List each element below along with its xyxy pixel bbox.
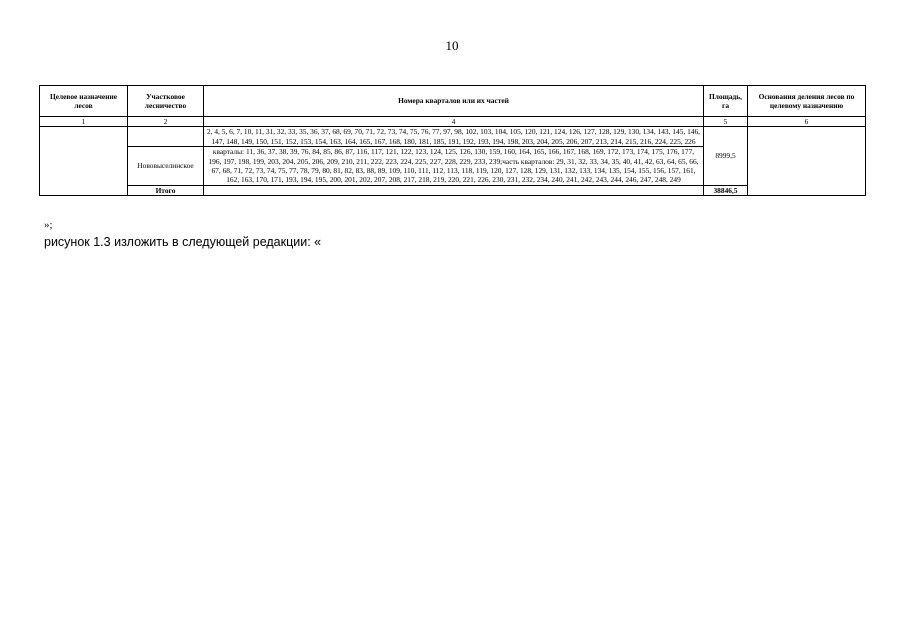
quarters-cell: кварталы: 11, 36, 37, 38, 39, 76, 84, 85, 86, 87, 116, 117, 121, 122, 123, 124, 125, 126, 130, 159, 160, 164, 165, 166, 167, 168, 169, 172, 173, 174, 175, 176, 177, 196, 197, 198, 199, 203, 204, 205, 206, 209, 210, 211, 222, 223, 224, 225, 227, 228, 229, 233, 239;часть кварталов: 29, 31, 32, 33, 34, 35, 40, 41, 42, 63, 64, 65, 66, 67, 68, 71, 72, 73, 74, 75, 77, 78, 79, 80, 81, 82, 83, 88, 89, 109, 110, 111, 112, 113, 118, 119, 120, 127, 128, 129, 131, 132, 133, 134, 135, 154, 155, 156, 157, 161, 162, 163, 170, 171, 193, 194, 195, 200, 201, 202, 207, 208, 217, 218, 219, 220, 221, 226, 230, 231, 232, 234, 240, 241, 242, 243, 244, 246, 247, 248, 249 [204, 147, 704, 186]
closing-quote: »; [44, 219, 53, 231]
page-number: 10 [445, 38, 459, 53]
area-cell: 8999,5 [704, 127, 748, 185]
forest-division-table [39, 85, 866, 196]
quarters-cell: 2, 4, 5, 6, 7, 10, 11, 31, 32, 33, 35, 36, 37, 68, 69, 70, 71, 72, 73, 74, 75, 76, 77, 97, 98, 102, 103, 104, 105, 120, 121, 124, 126, 127, 128, 129, 130, 134, 143, 145, 146, 147, 148, 149, 150, 151, 152, 153, 154, 163, 164, 165, 167, 168, 180, 181, 185, 191, 192, 193, 194, 198, 203, 204, 205, 206, 207, 213, 214, 215, 216, 224, 225, 226 [204, 127, 704, 147]
header-quarters: Номера кварталов или их частей [204, 86, 704, 117]
table-row [40, 127, 866, 147]
column-number-row [40, 117, 866, 127]
total-row [40, 185, 866, 195]
district-cell-empty [128, 127, 204, 147]
table-header-row [40, 86, 866, 117]
header-purpose: Целевое назначение лесов [40, 86, 128, 117]
header-area: Площадь, га [704, 86, 748, 117]
total-area: 38846,5 [704, 185, 748, 195]
column-number: 1 [40, 117, 128, 127]
column-number: 4 [204, 117, 704, 127]
basis-cell [748, 127, 866, 196]
column-number: 6 [748, 117, 866, 127]
column-number: 2 [128, 117, 204, 127]
column-number: 5 [704, 117, 748, 127]
total-label: Итого [128, 185, 204, 195]
header-district: Участковое лесничество [128, 86, 204, 117]
instruction-text: рисунок 1.3 изложить в следующей редакции: « [44, 235, 322, 249]
total-quarters-empty [204, 185, 704, 195]
district-cell: Нововыселинское [128, 147, 204, 186]
header-basis: Основания деления лесов по целевому назначению [748, 86, 866, 117]
purpose-cell [40, 127, 128, 196]
